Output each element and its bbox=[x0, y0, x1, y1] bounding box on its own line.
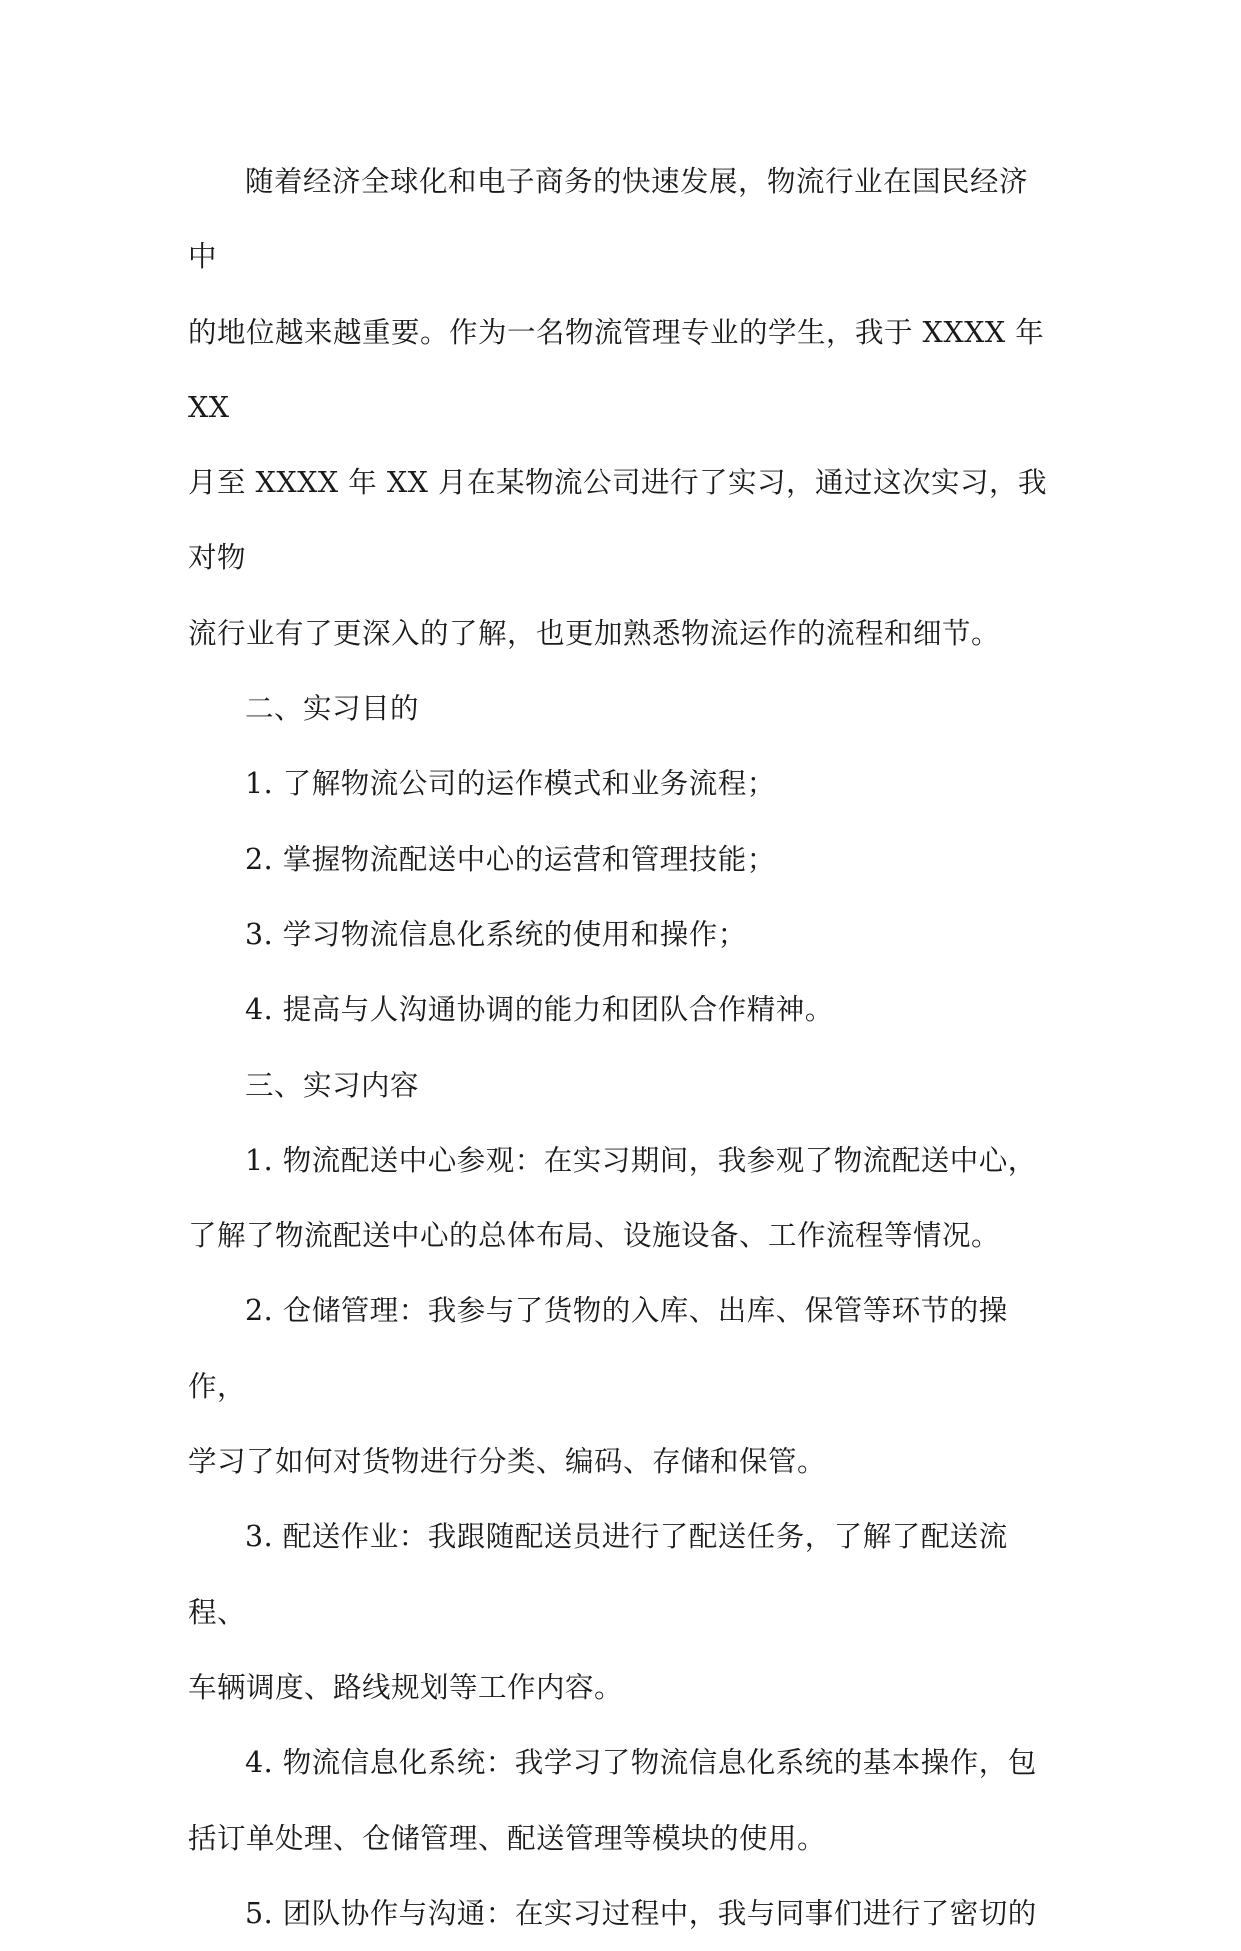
intro-line-3: 月至 XXXX 年 XX 月在某物流公司进行了实习，通过这次实习，我对物 bbox=[188, 466, 1047, 575]
objective-item-2: 2. 掌握物流配送中心的运营和管理技能； bbox=[245, 842, 776, 876]
content-item-4-line-2: 括订单处理、仓储管理、配送管理等模块的使用。 bbox=[188, 1821, 827, 1855]
content-item-2-line-1: 2. 仓储管理：我参与了货物的入库、出库、保管等环节的操作， bbox=[188, 1294, 1008, 1403]
document-body bbox=[188, 144, 1048, 1951]
intro-line-4: 流行业有了更深入的了解，也更加熟悉物流运作的流程和细节。 bbox=[188, 616, 1001, 650]
intro-line-2: 的地位越来越重要。作为一名物流管理专业的学生，我于 XXXX 年 XX bbox=[188, 315, 1045, 424]
objective-item-4: 4. 提高与人沟通协调的能力和团队合作精神。 bbox=[245, 993, 834, 1027]
objective-item-3: 3. 学习物流信息化系统的使用和操作； bbox=[245, 917, 747, 951]
content-item-5-line-1: 5. 团队协作与沟通：在实习过程中，我与同事们进行了密切的 bbox=[245, 1896, 1037, 1930]
objective-item-1: 1. 了解物流公司的运作模式和业务流程； bbox=[245, 767, 776, 801]
content-item-1-line-2: 了解了物流配送中心的总体布局、设施设备、工作流程等情况。 bbox=[188, 1219, 1001, 1253]
section-heading-objectives: 二、实习目的 bbox=[245, 692, 420, 726]
content-item-3-line-1: 3. 配送作业：我跟随配送员进行了配送任务，了解了配送流程、 bbox=[188, 1520, 1008, 1629]
content-item-4-line-1: 4. 物流信息化系统：我学习了物流信息化系统的基本操作，包 bbox=[245, 1746, 1037, 1780]
content-item-3-line-2: 车辆调度、路线规划等工作内容。 bbox=[188, 1670, 624, 1704]
content-item-2-line-2: 学习了如何对货物进行分类、编码、存储和保管。 bbox=[188, 1445, 827, 1479]
intro-line-1: 随着经济全球化和电子商务的快速发展，物流行业在国民经济中 bbox=[188, 165, 1029, 274]
content-item-1-line-1: 1. 物流配送中心参观：在实习期间，我参观了物流配送中心， bbox=[245, 1143, 1037, 1177]
section-heading-content: 三、实习内容 bbox=[245, 1068, 420, 1102]
